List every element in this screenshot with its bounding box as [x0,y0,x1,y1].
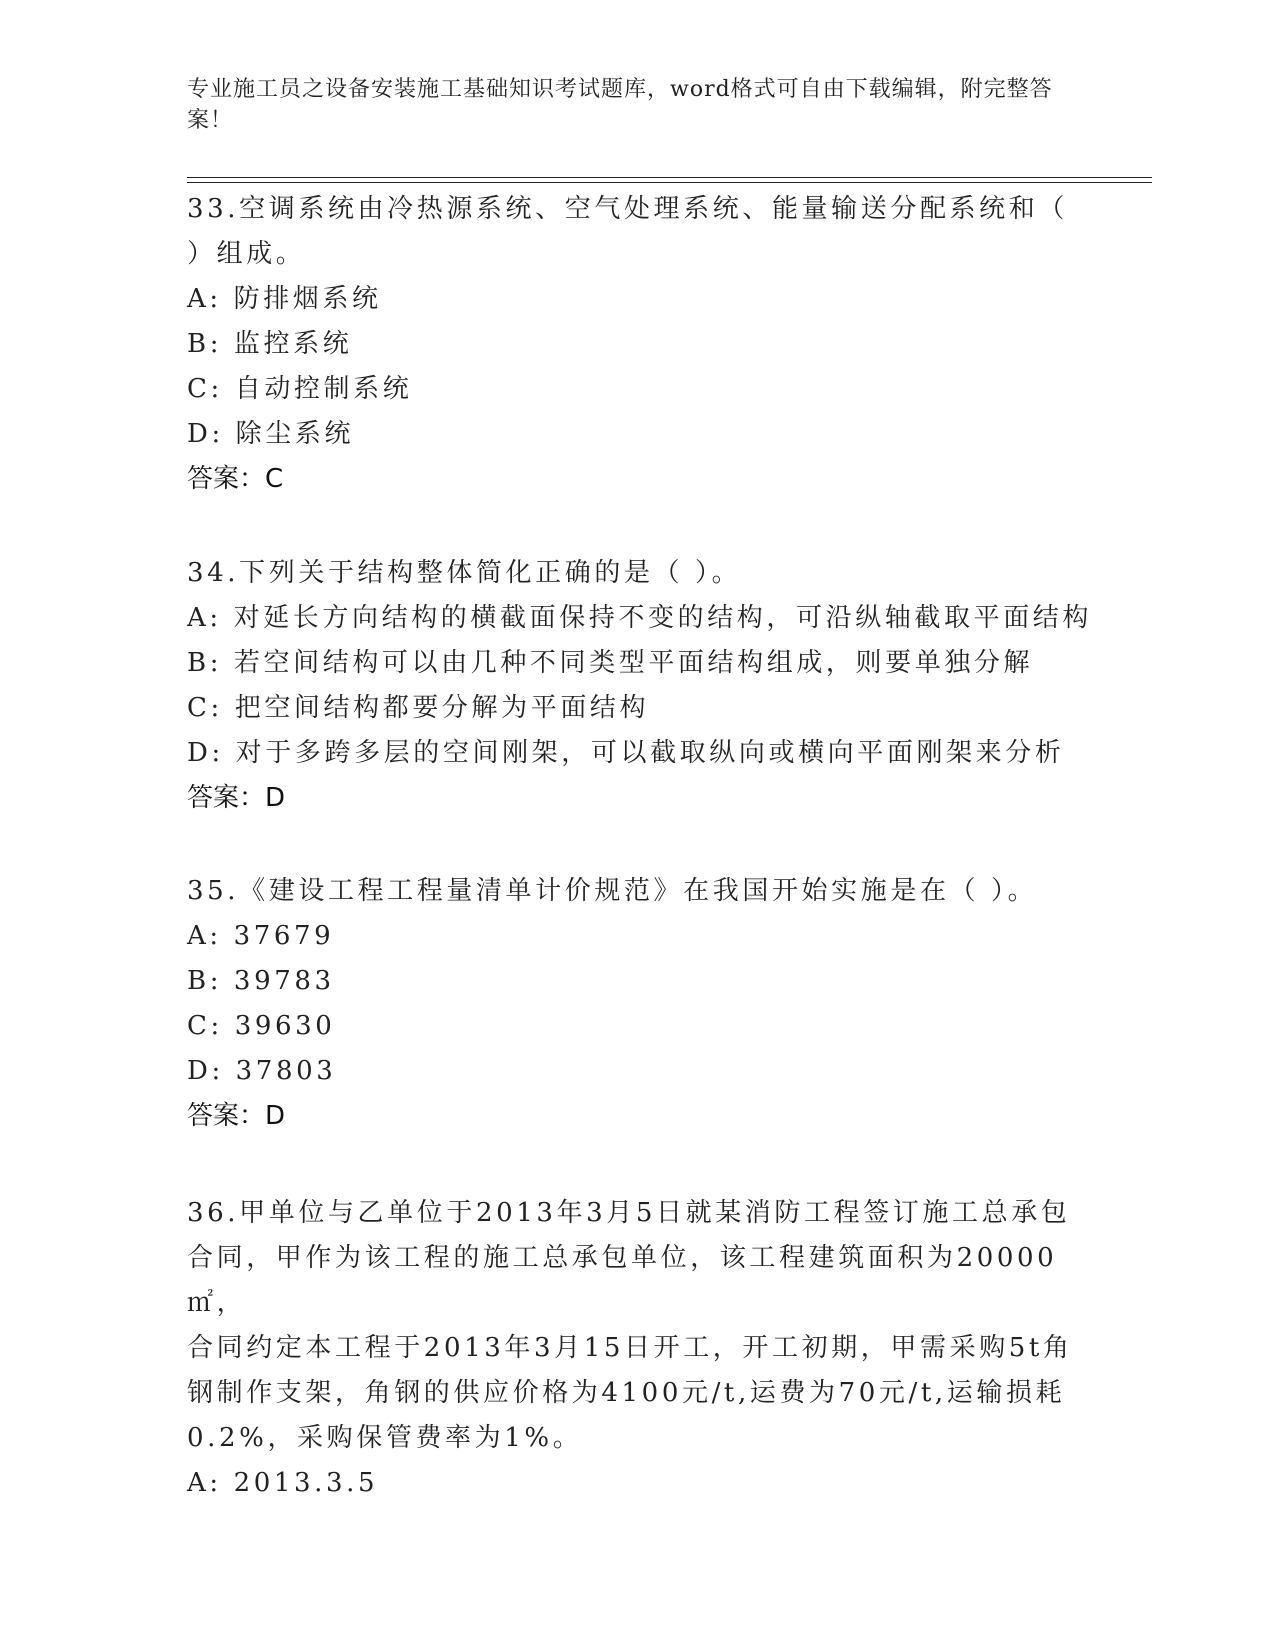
question-33 [187,187,1087,502]
option-b: B: 39783 [187,966,335,996]
option-a: A: 2013.3.5 [187,1468,379,1498]
option-a: A: 37679 [187,921,335,951]
question-stem: 34.下列关于结构整体简化正确的是（ ）。 [187,558,742,588]
option-c: C: 自动控制系统 [187,374,413,404]
header-divider-bottom [187,182,1152,183]
option-a: A: 对延长方向结构的横截面保持不变的结构，可沿纵轴截取平面结构 [187,603,1093,633]
question-stem: 33.空调系统由冷热源系统、空气处理系统、能量输送分配系统和（ ）组成。 [187,194,1068,269]
option-c: C: 39630 [187,1011,336,1041]
option-b: B: 若空间结构可以由几种不同类型平面结构组成，则要单独分解 [187,648,1034,678]
header-divider-top [187,177,1152,178]
document-title: 专业施工员之设备安装施工基础知识考试题库，word格式可自由下载编辑，附完整答案！ [187,77,1053,133]
question-stem: 35.《建设工程工程量清单计价规范》在我国开始实施是在（ ）。 [187,876,1038,906]
answer-line: 答案：D [187,1101,286,1131]
option-b: B: 监控系统 [187,329,353,359]
question-36 [187,1191,1087,1506]
option-d: D: 对于多跨多层的空间刚架，可以截取纵向或横向平面刚架来分析 [187,738,1065,768]
answer-line: 答案：C [187,464,284,494]
question-34 [187,551,1093,821]
option-c: C: 把空间结构都要分解为平面结构 [187,693,650,723]
question-35 [187,869,1087,1139]
option-d: D: 除尘系统 [187,419,355,449]
option-d: D: 37803 [187,1056,337,1086]
option-a: A: 防排烟系统 [187,284,382,314]
answer-line: 答案：D [187,783,286,813]
question-stem: 36.甲单位与乙单位于2013年3月5日就某消防工程签订施工总承包 合同，甲作为该工程的施工总承包单位，该工程建筑面积为20000㎡， 合同约定本工程于2013年3月15日开工，开工初期，甲需采购5t角 钢制作支架，角钢的供应价格为4100元/t,运费为70元/t,运输损耗 0.2%，采购保管费率为1%。 [187,1198,1073,1453]
